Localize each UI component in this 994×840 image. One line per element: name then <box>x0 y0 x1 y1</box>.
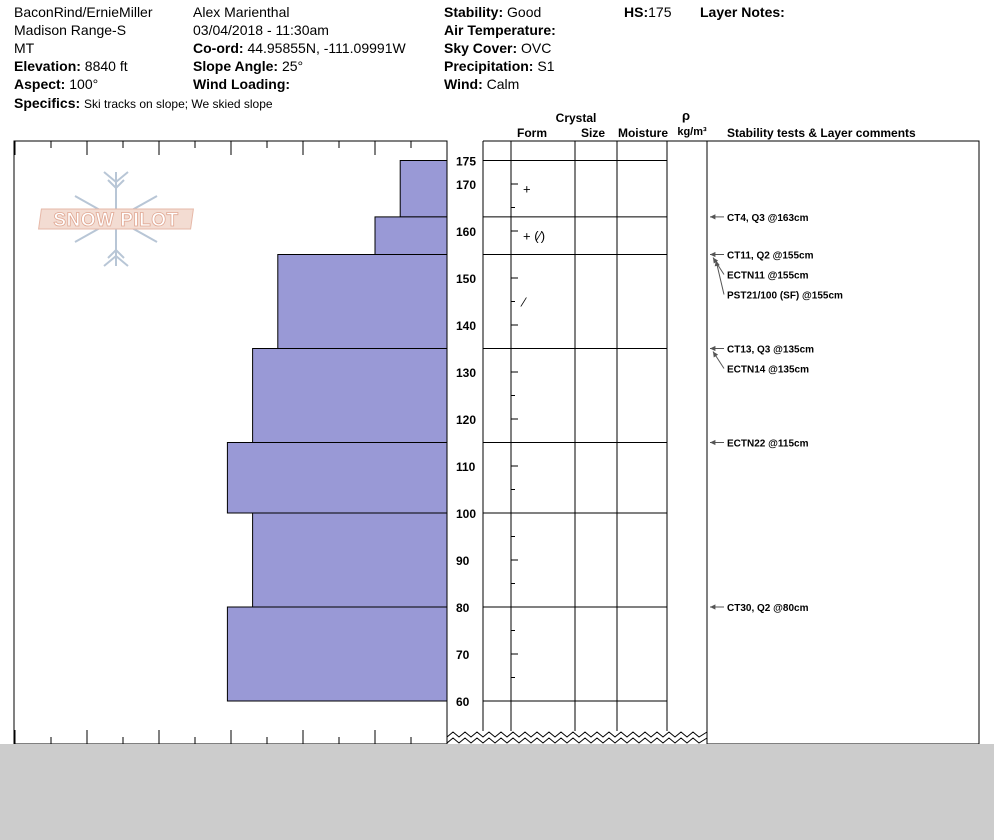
datetime: 03/04/2018 - 11:30am <box>193 22 329 38</box>
height-tick-label: 140 <box>456 319 477 333</box>
height-tick-label: 60 <box>456 695 470 709</box>
layer-notes: Layer Notes: <box>700 4 785 20</box>
stability-arrowhead <box>710 214 715 219</box>
stability-test-label: CT11, Q2 @155cm <box>727 250 814 262</box>
snowpilot-logo <box>39 172 194 266</box>
sky-cover: Sky Cover: OVC <box>444 40 552 56</box>
height-tick-label: 100 <box>456 507 477 521</box>
hardness-top-ticks <box>15 141 411 155</box>
stability-arrowhead <box>710 604 715 609</box>
height-ticks <box>511 161 518 702</box>
state: MT <box>14 40 35 56</box>
observer: Alex Marienthal <box>193 4 290 20</box>
footer-area <box>0 744 994 840</box>
height-tick-label: 120 <box>456 413 477 427</box>
height-tick-label: 130 <box>456 366 477 380</box>
col-header-moisture: Moisture <box>617 126 669 140</box>
aspect: Aspect: 100° <box>14 76 99 92</box>
stability-test-label: CT4, Q3 @163cm <box>727 212 809 224</box>
crystal-form-symbol: ⁄ <box>523 294 526 310</box>
logo-text: SNOW PILOT <box>53 210 179 231</box>
coordinates: Co-ord: 44.95855N, -111.09991W <box>193 40 406 56</box>
specifics: Specifics: Ski tracks on slope; We skied slope <box>14 95 273 111</box>
stability-test-label: ECTN22 @115cm <box>727 438 809 450</box>
range: Madison Range-S <box>14 22 127 38</box>
elevation: Elevation: 8840 ft <box>14 58 128 74</box>
slope-angle: Slope Angle: 25° <box>193 58 304 74</box>
stability-arrowhead <box>710 440 715 445</box>
height-tick-label: 150 <box>456 272 477 286</box>
height-tick-label: 80 <box>456 601 470 615</box>
height-tick-label: 160 <box>456 225 477 239</box>
precipitation: Precipitation: S1 <box>444 58 555 74</box>
hardness-bar-4 <box>253 349 447 443</box>
crystal-form-symbols <box>520 182 545 310</box>
hardness-bar-1 <box>400 161 447 217</box>
col-header-density-unit: kg/m³ <box>677 126 707 138</box>
stability-test-label: ECTN11 @155cm <box>727 270 809 282</box>
zigzag-break-lower <box>447 738 707 743</box>
hardness-bar-3 <box>278 255 447 349</box>
col-header-stability: Stability tests & Layer comments <box>727 126 916 140</box>
hardness-bar-6 <box>253 513 447 607</box>
stability-arrowhead <box>713 352 718 358</box>
location: BaconRind/ErnieMiller <box>14 4 153 20</box>
wind: Wind: Calm <box>444 76 520 92</box>
hs: HS:175 <box>624 4 672 20</box>
stability-test-label: CT30, Q2 @80cm <box>727 603 809 614</box>
crystal-form-symbol: + (⁄) <box>523 228 546 244</box>
col-header-size: Size <box>580 126 606 140</box>
col-header-crystal: Crystal <box>555 111 597 125</box>
height-axis-labels <box>456 155 476 710</box>
stability-arrowhead <box>710 346 715 351</box>
crystal-form-symbol: + <box>523 181 531 197</box>
height-tick-label: 110 <box>456 460 476 474</box>
air-temperature: Air Temperature: <box>444 22 556 38</box>
stability-test-label: PST21/100 (SF) @155cm <box>727 290 843 302</box>
hardness-bar-7 <box>227 607 447 701</box>
crystal-table <box>447 141 707 743</box>
height-tick-label: 175 <box>456 154 477 169</box>
hardness-bar-2 <box>375 217 447 255</box>
stability: Stability: Good <box>444 4 542 20</box>
hardness-bars <box>227 161 447 702</box>
height-tick-label: 70 <box>456 648 470 662</box>
wind-loading: Wind Loading: <box>193 76 291 92</box>
stability-arrowhead <box>710 252 715 257</box>
hardness-bar-5 <box>227 443 447 514</box>
stability-test-label: CT13, Q3 @135cm <box>727 344 815 356</box>
stability-test-label: ECTN14 @135cm <box>727 364 810 376</box>
stability-test-list <box>710 213 843 614</box>
height-tick-label: 90 <box>456 554 470 568</box>
col-header-form: Form <box>517 126 547 140</box>
col-header-rho: ρ <box>681 108 691 123</box>
height-tick-label: 170 <box>456 178 477 192</box>
zigzag-break-upper <box>447 732 707 737</box>
